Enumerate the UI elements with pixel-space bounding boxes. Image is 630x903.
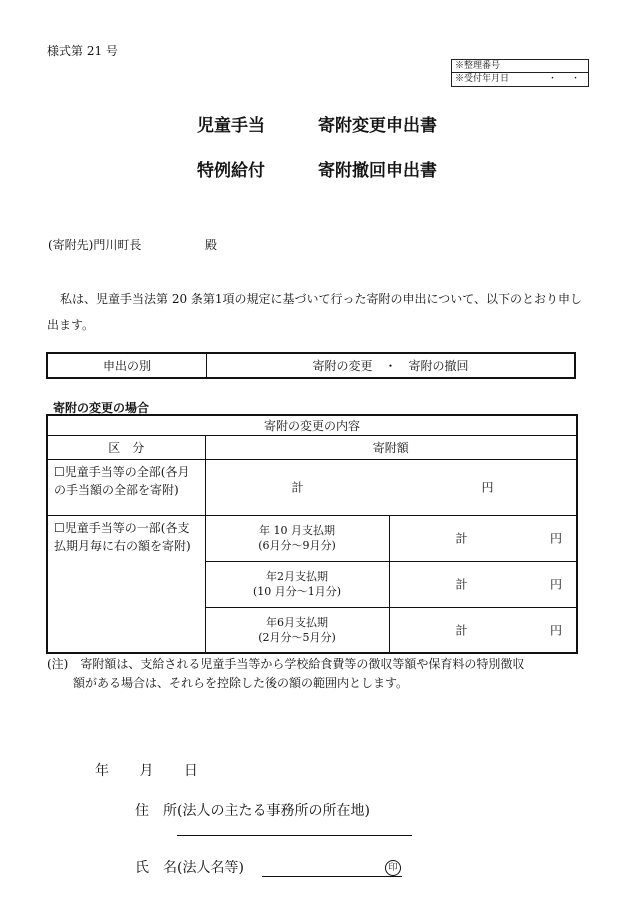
checkbox-all[interactable]: ☐ [54, 464, 65, 479]
seal-icon: 印 [385, 860, 401, 876]
section-label: 寄附の変更の場合 [53, 401, 150, 415]
addressee: (寄附先)門川町長 [48, 238, 142, 252]
yen-label: 円 [481, 480, 494, 495]
kei-label: 計 [291, 480, 304, 495]
period-february [205, 561, 389, 607]
date-month: 月 [139, 763, 154, 779]
row-part-text: 児童手当等の一部(各支払期月毎に右の額を寄附) [54, 520, 191, 553]
amount-october-field[interactable] [389, 515, 577, 561]
note-line-1: (注) 寄附額は、支給される児童手当等から学校給食費等の徴収等額や保育料の特別徴収 [47, 657, 525, 671]
row-all-text: 児童手当等の全部(各月の手当額の全部を寄附) [54, 464, 190, 497]
receipt-date-label: ※受付年月日 [455, 74, 510, 84]
address-input-line[interactable] [177, 835, 412, 836]
period-label: 年2月支払期 [266, 570, 328, 583]
name-label: 氏 名(法人名等) [135, 860, 244, 876]
statement-text: 私は、児童手当法第 20 条第1項の規定に基づいて行った寄附の申出について、以下のとおり申し出ます。 [47, 292, 583, 332]
table-header: 寄附の変更の内容 [47, 415, 577, 435]
request-kind-options[interactable]: 寄附の変更 ・ 寄附の撤回 [207, 353, 576, 378]
name-input-line[interactable] [262, 876, 402, 877]
kei-label: 計 [455, 577, 468, 592]
row-part-label [47, 515, 205, 653]
yen-label: 円 [549, 531, 562, 546]
period-label: 年 10 月支払期 [259, 524, 335, 537]
honorific: 殿 [205, 238, 218, 252]
donation-change-table [46, 414, 578, 654]
amount-all-field[interactable] [205, 459, 577, 515]
amount-june-field[interactable] [389, 607, 577, 653]
note-line-2: 額がある場合は、それらを控除した後の額の範囲内とします。 [73, 676, 409, 690]
note [47, 655, 592, 693]
kei-label: 計 [455, 623, 468, 638]
amount-february-field[interactable] [389, 561, 577, 607]
row-all-label [47, 459, 205, 515]
form-number: 様式第 21 号 [47, 44, 118, 58]
col-category: 区 分 [47, 435, 205, 459]
receipt-date-field [452, 73, 595, 86]
date-year: 年 [95, 763, 109, 779]
title-withdrawal-request: 寄附撤回申出書 [318, 161, 437, 181]
address-label: 住 所(法人の主たる事務所の所在地) [135, 803, 370, 819]
title-special-benefit: 特例給付 [197, 161, 265, 181]
period-months: (2月分～5月分) [258, 630, 336, 644]
kei-label: 計 [455, 531, 468, 546]
checkbox-part[interactable]: ☐ [54, 520, 65, 535]
receipt-date-dots: ・・ [548, 74, 595, 84]
table-row [47, 459, 577, 515]
reference-number-field: ※整理番号 [452, 60, 588, 73]
period-june [205, 607, 389, 653]
col-amount: 寄附額 [205, 435, 577, 459]
title-change-request: 寄附変更申出書 [318, 116, 437, 136]
yen-label: 円 [549, 577, 562, 592]
yen-label: 円 [549, 623, 562, 638]
table-row [47, 515, 577, 561]
period-october [205, 515, 389, 561]
period-months: (6月分～9月分) [258, 539, 336, 552]
office-use-box [451, 59, 595, 87]
request-kind-table [46, 352, 576, 379]
period-months: (10 月分～1月分) [252, 585, 342, 598]
period-label: 年6月支払期 [266, 615, 328, 629]
date-day: 日 [183, 763, 198, 779]
title-child-allowance: 児童手当 [197, 116, 265, 136]
request-kind-label: 申出の別 [47, 353, 207, 378]
date-field[interactable] [95, 760, 224, 780]
